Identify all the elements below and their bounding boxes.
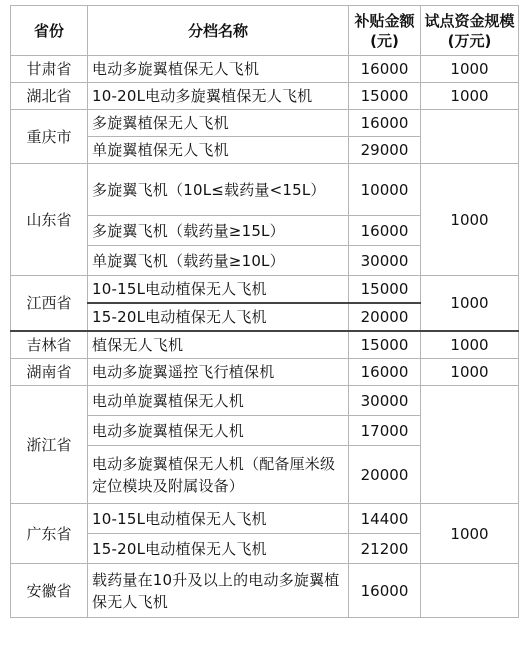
subsidy-amount-cell: 21200	[349, 534, 421, 564]
tier-name-cell: 15-20L电动植保无人飞机	[88, 534, 349, 564]
subsidy-amount-cell: 15000	[349, 331, 421, 359]
table-row	[11, 83, 519, 110]
tier-name-cell: 电动多旋翼植保无人机（配备厘米级定位模块及附属设备）	[88, 446, 349, 504]
table-row	[11, 386, 519, 416]
header-tier-name: 分档名称	[88, 6, 349, 56]
tier-name-cell: 10-15L电动植保无人飞机	[88, 276, 349, 304]
header-row	[11, 6, 519, 56]
tier-name-cell: 多旋翼植保无人飞机	[88, 110, 349, 137]
fund-scale-cell	[421, 110, 519, 164]
province-cell: 湖北省	[11, 83, 88, 110]
tier-name-cell: 电动多旋翼植保无人飞机	[88, 56, 349, 83]
subsidy-amount-cell: 16000	[349, 216, 421, 246]
subsidy-amount-cell: 20000	[349, 446, 421, 504]
tier-name-cell: 15-20L电动植保无人飞机	[88, 303, 349, 331]
province-cell: 甘肃省	[11, 56, 88, 83]
tier-name-cell: 多旋翼飞机（10L≤载药量<15L）	[88, 164, 349, 216]
subsidy-amount-cell: 30000	[349, 246, 421, 276]
tier-name-cell: 植保无人飞机	[88, 331, 349, 359]
subsidy-amount-cell: 15000	[349, 83, 421, 110]
subsidy-amount-cell: 16000	[349, 110, 421, 137]
subsidy-table	[10, 5, 519, 618]
tier-name-cell: 电动单旋翼植保无人机	[88, 386, 349, 416]
subsidy-amount-cell: 15000	[349, 276, 421, 304]
subsidy-amount-cell: 16000	[349, 359, 421, 386]
table-row	[11, 276, 519, 304]
subsidy-amount-cell: 30000	[349, 386, 421, 416]
table-row	[11, 164, 519, 216]
fund-scale-cell: 1000	[421, 164, 519, 276]
tier-name-cell: 电动多旋翼遥控飞行植保机	[88, 359, 349, 386]
fund-scale-cell	[421, 386, 519, 504]
table-row	[11, 504, 519, 534]
table-row	[11, 564, 519, 618]
table-row	[11, 56, 519, 83]
province-cell: 重庆市	[11, 110, 88, 164]
tier-name-cell: 单旋翼植保无人飞机	[88, 137, 349, 164]
subsidy-amount-cell: 16000	[349, 56, 421, 83]
province-cell: 广东省	[11, 504, 88, 564]
subsidy-amount-cell: 17000	[349, 416, 421, 446]
fund-scale-cell: 1000	[421, 504, 519, 564]
fund-scale-cell: 1000	[421, 276, 519, 332]
fund-scale-cell	[421, 564, 519, 618]
subsidy-amount-cell: 14400	[349, 504, 421, 534]
fund-scale-cell: 1000	[421, 359, 519, 386]
fund-scale-cell: 1000	[421, 331, 519, 359]
tier-name-cell: 单旋翼飞机（载药量≥10L）	[88, 246, 349, 276]
tier-name-cell: 电动多旋翼植保无人机	[88, 416, 349, 446]
subsidy-amount-cell: 10000	[349, 164, 421, 216]
table-row	[11, 359, 519, 386]
province-cell: 江西省	[11, 276, 88, 332]
province-cell: 吉林省	[11, 331, 88, 359]
header-province: 省份	[11, 6, 88, 56]
province-cell: 安徽省	[11, 564, 88, 618]
province-cell: 湖南省	[11, 359, 88, 386]
tier-name-cell: 载药量在10升及以上的电动多旋翼植保无人飞机	[88, 564, 349, 618]
subsidy-amount-cell: 16000	[349, 564, 421, 618]
province-cell: 浙江省	[11, 386, 88, 504]
fund-scale-cell: 1000	[421, 56, 519, 83]
tier-name-cell: 10-15L电动植保无人飞机	[88, 504, 349, 534]
header-scale: 试点资金规模 (万元)	[421, 6, 519, 56]
table-row	[11, 110, 519, 137]
subsidy-amount-cell: 20000	[349, 303, 421, 331]
tier-name-cell: 多旋翼飞机（载药量≥15L）	[88, 216, 349, 246]
subsidy-amount-cell: 29000	[349, 137, 421, 164]
tier-name-cell: 10-20L电动多旋翼植保无人飞机	[88, 83, 349, 110]
fund-scale-cell: 1000	[421, 83, 519, 110]
header-subsidy: 补贴金额 (元)	[349, 6, 421, 56]
table-row	[11, 331, 519, 359]
province-cell: 山东省	[11, 164, 88, 276]
